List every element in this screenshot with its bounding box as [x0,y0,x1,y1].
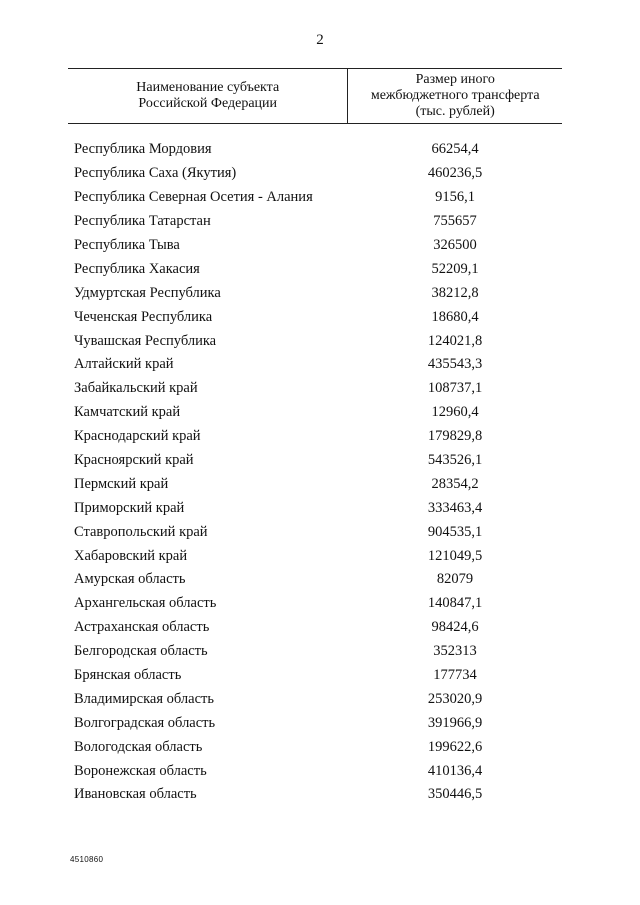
table-row [68,711,562,735]
region-name-cell: Ивановская область [74,786,197,803]
table-row [68,687,562,711]
table-row [68,162,562,186]
region-name-cell: Приморский край [74,499,185,516]
region-name-cell: Астраханская область [74,619,210,636]
transfer-amount-cell: 98424,6 [431,619,479,636]
column-header-transfer-amount: Размер иного межбюджетного трансферта (тыс. рублей) [370,72,540,119]
region-name-cell: Белгородская область [74,643,208,660]
transfer-amount-cell: 18680,4 [431,308,479,325]
column-header-region-name: Наименование субъекта Российской Федерации [68,69,348,123]
region-name-cell: Республика Мордовия [74,141,212,158]
table-row [68,616,562,640]
transfer-amount-cell: 121049,5 [427,547,483,564]
transfer-amount-cell: 82079 [436,571,474,588]
transfer-amount-cell: 66254,4 [431,141,479,158]
transfer-amount-cell: 460236,5 [427,165,483,182]
document-code: 4510860 [70,855,104,864]
region-name-cell: Пермский край [74,475,169,492]
region-name-cell: Амурская область [74,571,186,588]
region-name-cell: Республика Тыва [74,237,180,253]
table-row [68,138,562,162]
table-row [68,640,562,664]
region-name-cell: Владимирская область [74,690,214,707]
region-name-cell: Удмуртская Республика [74,284,221,301]
region-name-cell: Вологодская область [74,738,203,755]
table-row [68,759,562,783]
table-row [68,186,562,210]
transfer-amount-cell: 755657 [433,213,477,230]
transfer-amount-cell: 350446,5 [427,786,483,803]
table-row [68,520,562,544]
table-row [68,783,562,807]
region-name-cell: Камчатский край [74,404,181,421]
table-row [68,257,562,281]
transfer-amount-cell: 391966,9 [427,714,483,731]
region-name-cell: Ставропольский край [74,523,208,540]
region-name-cell: Краснодарский край [74,428,201,445]
transfer-table [68,68,562,807]
region-name-cell: Волгоградская область [74,714,216,731]
table-row [68,568,562,592]
transfer-amount-cell: 179829,8 [427,428,483,445]
transfer-amount-cell: 124021,8 [427,332,483,349]
region-name-cell: Республика Хакасия [74,260,200,277]
transfer-amount-cell: 326500 [433,237,477,253]
table-row [68,735,562,759]
table-row [68,234,562,258]
table-row [68,472,562,496]
table-row [68,329,562,353]
region-name-cell: Хабаровский край [74,547,188,564]
transfer-amount-cell: 253020,9 [427,690,483,707]
table-row [68,353,562,377]
region-name-cell: Красноярский край [74,452,194,469]
transfer-amount-cell: 140847,1 [427,595,483,612]
region-name-cell: Чеченская Республика [74,308,213,325]
transfer-amount-cell: 177734 [433,667,477,684]
table-row [68,281,562,305]
transfer-amount-cell: 9156,1 [435,189,475,206]
table-row [68,496,562,520]
transfer-amount-cell: 199622,6 [427,738,483,755]
transfer-amount-cell: 435543,3 [427,356,483,373]
table-row [68,377,562,401]
transfer-amount-cell: 904535,1 [427,523,483,540]
region-name-cell: Республика Саха (Якутия) [74,165,237,182]
region-name-cell: Архангельская область [74,595,217,612]
table-row [68,592,562,616]
table-header [68,68,562,124]
region-name-cell: Брянская область [74,667,182,684]
transfer-amount-cell: 543526,1 [427,452,483,469]
transfer-amount-cell: 410136,4 [427,762,483,779]
table-row [68,210,562,234]
transfer-amount-cell: 333463,4 [427,499,483,516]
region-name-cell: Воронежская область [74,762,207,779]
transfer-amount-cell: 108737,1 [427,380,483,397]
table-row [68,305,562,329]
transfer-amount-cell: 38212,8 [431,284,479,301]
transfer-amount-cell: 28354,2 [431,475,479,492]
table-body [68,124,562,807]
region-name-cell: Забайкальский край [74,380,198,397]
region-name-cell: Алтайский край [74,356,174,373]
table-row [68,664,562,688]
region-name-cell: Республика Татарстан [74,213,211,230]
region-name-cell: Республика Северная Осетия - Алания [74,189,313,206]
table-row [68,544,562,568]
table-row [68,449,562,473]
transfer-amount-cell: 52209,1 [431,260,479,277]
transfer-amount-cell: 352313 [433,643,477,660]
page-number: 2 [316,32,324,48]
table-row [68,401,562,425]
region-name-cell: Чувашская Республика [74,332,217,349]
transfer-amount-cell: 12960,4 [431,404,479,421]
table-row [68,425,562,449]
